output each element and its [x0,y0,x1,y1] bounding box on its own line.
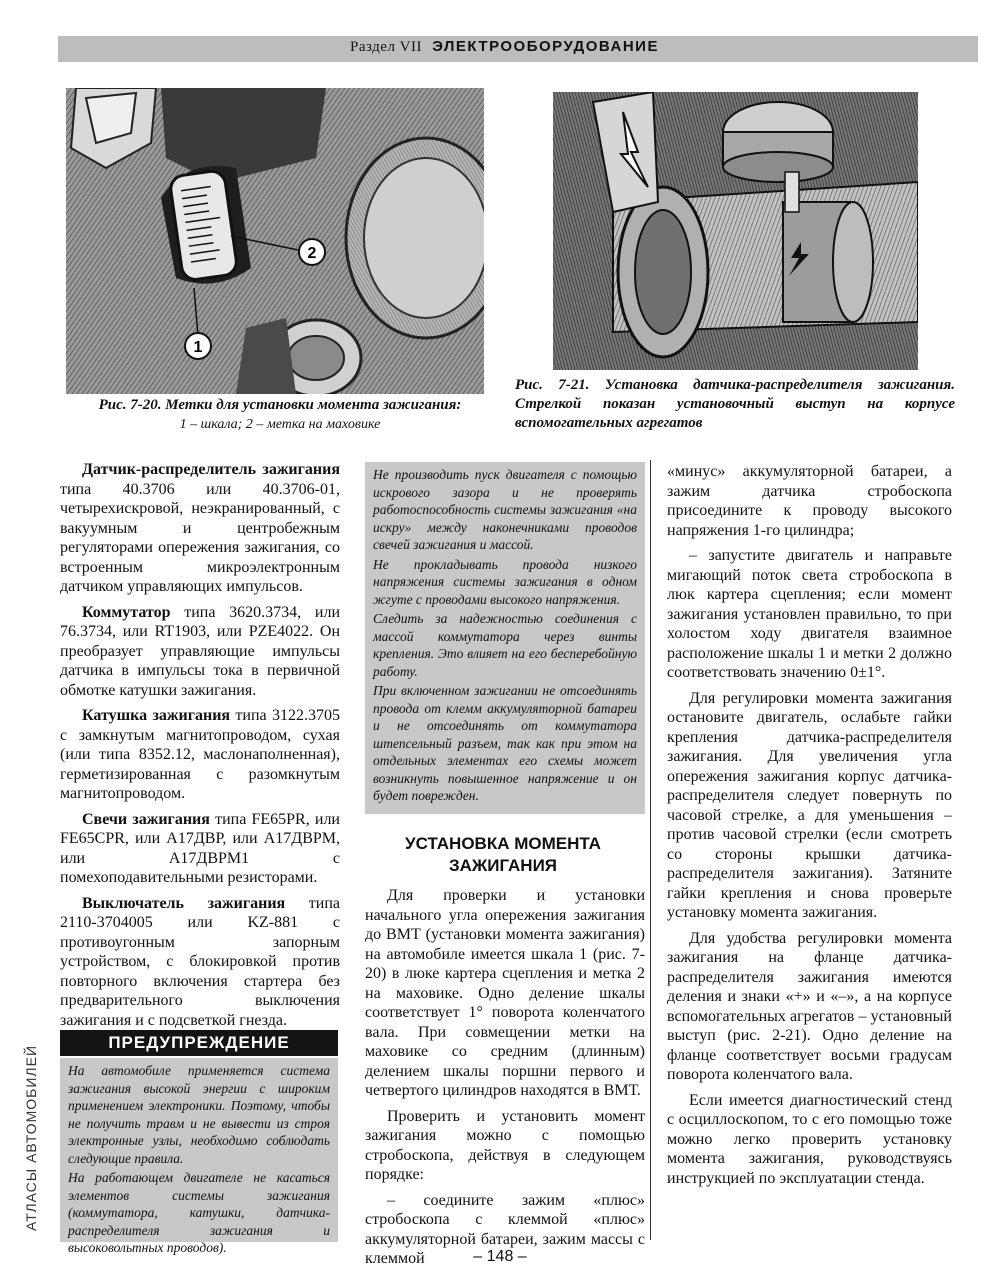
term-switch: Выключатель зажигания [82,894,286,912]
text-switch: типа 2110-3704005 или KZ-881 с противоугонным запорным устройством, с блокировкой против повторного включения стартера без предварительного выключения зажигания и с подсветкой гнезда. [60,894,340,1029]
text-commutator: типа 3620.3734, или 76.3734, или RT1903, или PZE4022. Он преобразует управляющие импульсы датчика в импульсы тока в первичной обмотке катушки зажигания. [60,603,340,699]
caution-paragraph-1: Не производить пуск двигателя с помощью искрового зазора и не проверять работоспособность системы зажигания «на искру» между наконечниками проводов свечей зажигания и массой. [373,467,637,552]
col3-paragraph-5: Если имеется диагностический стенд с осциллоскопом, то с его помощью тоже можно легко проверить установку момента зажигания, руководствуясь инструкцией по эксплуатации стенда. [667,1091,952,1187]
text-distributor: типа 40.3706 или 40.3706-01, четырехискровой, неэкранированный, с вакуумным и центробежным регуляторами опережения зажигания, со встроенным микроэлектронным датчиком управляющих импульсов. [60,480,340,595]
figure-7-20-caption [60,396,500,415]
text-coil: типа 3122.3705 с замкнутым магнитопроводом, сухая (или типа 8352.12, маслонаполненная), герметизированная с разомкнутым магнитопроводом. [60,707,341,802]
col3-paragraph-2: – запустите двигатель и направьте мигающий поток света стробоскопа в люк картера сцепления; если момент зажигания установлен правильно, то при холостом ходу двигателя взаимное расположение шкалы 1 и метки 2 должно соответствовать значению 0±1°. [667,547,952,681]
warning-paragraph-2: На работающем двигателе не касаться элементов системы зажигания (коммутатора, катушки, датчика-распределителя зажигания и высоковольтных проводов). [68,1170,330,1255]
caution-paragraph-4: При включенном зажигании не отсоединять провода от клемм аккумуляторной батареи и не отсоединять от коммутатора штепсельный разъем, так как при этом на отдельных элементах его схемы может возникнуть повышенное напряжение и он будет поврежден. [373,683,637,803]
term-distributor: Датчик-распределитель зажигания [82,461,340,478]
col2-paragraph-1: Для проверки и установки начального угла опережения зажигания до ВМТ (установки момента зажигания) на автомобиле имеется шкала 1 (рис. 7-20) в люке картера сцепления и метка 2 на маховике. Одно деление шкалы соответствует 1° поворота коленчатого вала. При совмещении метки на маховике со средним (длинным) делением шкалы поршни первого и четвертого цилиндров находятся в ВМТ. [365,887,645,1099]
page-header [350,38,659,56]
sidebar-label [18,1020,44,1256]
term-commutator: Коммутатор [82,603,171,621]
term-coil: Катушка зажигания [82,707,231,724]
sidebar-label-text: АТЛАСЫ АВТОМОБИЛЕЙ [23,1044,39,1232]
figure-7-20-legend: 1 – шкала; 2 – метка на маховике [179,417,381,432]
figure-7-20-photo [66,88,484,394]
column-divider [650,460,651,1240]
column-1 [60,460,340,1036]
warning-box [60,1058,338,1255]
term-plugs: Свечи зажигания [82,810,210,828]
paragraph-switch [60,894,340,1031]
figure-7-21-photo [553,92,918,370]
callout-1: 1 [193,339,203,356]
caution-paragraph-2: Не прокладывать провода низкого напряжения системы зажигания в одном жгуте с проводами высокого напряжения. [373,556,637,607]
col3-paragraph-3: Для регулировки момента зажигания остановите двигатель, ослабьте гайки крепления датчика-распределителя зажигания. Для увеличения угла опережения зажигания корпус датчика-распределителя следует повернуть по часовой стрелке, а для уменьшения – против часовой стрелки (если смотреть со стороны крышки датчика-распределителя зажигания). Затяните гайки крепления и снова проверьте установку момента зажигания. [667,689,952,921]
section-heading: УСТАНОВКА МОМЕНТА ЗАЖИГАНИЯ [405,834,601,875]
callout-2: 2 [307,245,317,262]
column-3 [667,462,952,1194]
col3-paragraph-4: Для удобства регулировки момента зажигания на фланце датчика-распределителя зажигания имеются деления и знаки «+» и «–», а на корпусе вспомогательных агрегатов – установный выступ (рис. 2-21). Одно деление на фланце соответствует восьми градусам поворота коленчатого вала. [667,929,952,1083]
paragraph-plugs [60,810,340,888]
caution-paragraph-3: Следить за надежностью соединения с массой коммутатора через винты крепления. Это влияет на его бесперебойную работу. [373,611,637,679]
page-number: – 148 – [473,1248,527,1265]
header-title: ЭЛЕКТРООБОРУДОВАНИЕ [432,38,659,55]
figure-7-21-caption: Рис. 7-21. Установка датчика-распределителя зажигания. Стрелкой показан установочный выступ на корпусе вспомогательных агрегатов [515,377,955,431]
column-2 [365,886,645,1275]
col2-paragraph-2: Проверить и установить момент зажигания можно с помощью стробоскопа, действуя в следующем порядке: [365,1107,645,1183]
distributor-illustration [553,92,918,370]
header-section: Раздел VII [350,39,423,55]
figure-7-20-title: Рис. 7-20. Метки для установки момента зажигания: [98,397,462,413]
caution-box [365,462,645,814]
col2-paragraph-3: – соедините зажим «плюс» стробоскопа с клеммой «плюс» аккумуляторной батареи, зажим массы с клеммой [365,1191,645,1267]
warning-title: ПРЕДУПРЕЖДЕНИЕ [60,1030,338,1056]
ignition-marks-illustration [66,88,484,394]
paragraph-coil [60,706,340,804]
warning-paragraph-1: На автомобиле применяется система зажигания высокой энергии с широким применением электроники. Поэтому, чтобы не получить травм и не вывести из строя электронные узлы, необходимо соблюдать следующие правила. [68,1063,330,1166]
text-plugs: типа FE65PR, или FE65CPR, или А17ДВР, или А17ДВРМ, или А17ДВРМ1 с помехоподавительными резисторами. [60,810,340,886]
col3-paragraph-1: «минус» аккумуляторной батареи, а зажим датчика стробоскопа присоедините к проводу высокого напряжения 1-го цилиндра; [667,463,952,539]
paragraph-distributor [60,460,340,597]
paragraph-commutator [60,603,340,701]
